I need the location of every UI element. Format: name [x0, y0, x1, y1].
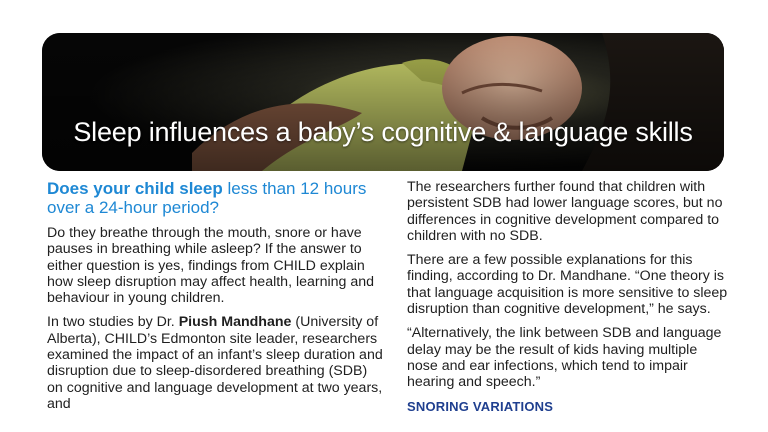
paragraph-right-1: The researchers further found that children with persistent SDB had lower language scores, but no differences in cognitive development compared to children with no SDB. [407, 179, 723, 244]
left-column [47, 179, 385, 420]
section-subheading: SNORING VARIATIONS [407, 398, 554, 414]
right-column [407, 179, 731, 415]
sleeping-baby-photo [42, 33, 724, 171]
lead-question [47, 179, 385, 217]
paragraph-left-2-end: (University of Alberta), CHILD’s Edmonton site leader, researchers examined the impact of an infant’s sleep duration and disruption due to sleep-disordered breathing (SDB) on cognitive and language development at two years, and [47, 314, 383, 412]
header-banner [42, 33, 724, 171]
paragraph-left-2 [47, 314, 385, 412]
paragraph-right-3: “Alternatively, the link between SDB and language delay may be the result of kids having multiple nose and ear infections, which tend to impair hearing and speech.” [407, 325, 722, 391]
lead-question-bold: Does your child sleep [47, 179, 223, 198]
researcher-name: Piush Mandhane [178, 314, 292, 331]
article-title: Sleep influences a baby’s cognitive & language skills [73, 117, 693, 147]
paragraph-right-2: There are a few possible explanations for this finding, according to Dr. Mandhane. “One theory is that language acquisition is more sensitive to sleep disruption than cognitive development,” he says. [407, 252, 728, 318]
lead-question-rest: less than 12 hours over a 24-hour period? [47, 179, 367, 217]
paragraph-left-2-start: In two studies by Dr. [47, 314, 179, 331]
paragraph-left-1: Do they breathe through the mouth, snore or have pauses in breathing while asleep? If the answer to either question is yes, findings from CHILD explain how sleep disruption may affect health, learning and behaviour in young children. [47, 225, 375, 307]
